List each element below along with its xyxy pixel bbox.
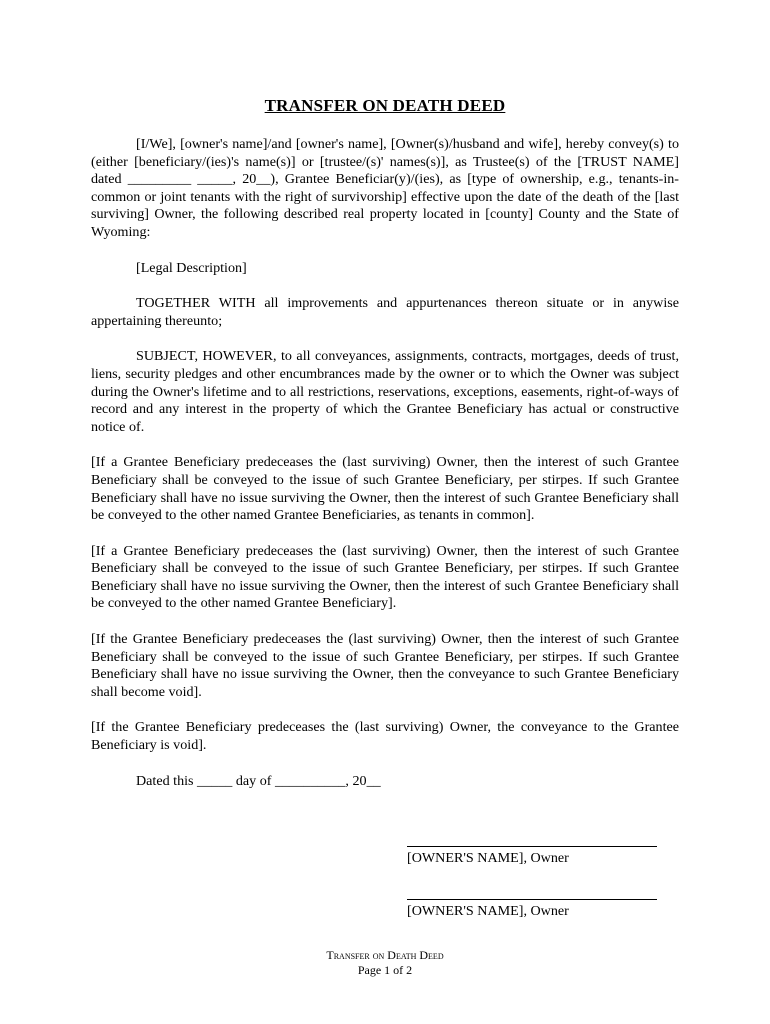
signature-line (407, 899, 657, 900)
legal-description-paragraph: [Legal Description] (136, 259, 247, 276)
signature-label: [OWNER'S NAME], Owner (407, 850, 569, 866)
subject-however-paragraph: SUBJECT, HOWEVER, to all conveyances, assignments, contracts, mortgages, deeds of trust, liens, security pledges and other encumbrances made by the owner or to which the Owner was subject during the Owner's lifetime and to all restrictions, reservations, exceptions, easements, right-of-ways of record and any interest in the property of which the Grantee Beneficiary has actual or constructive notice of. (91, 348, 679, 435)
signature-line (407, 846, 657, 847)
together-with-paragraph: TOGETHER WITH all improvements and appurtenances thereon situate or in anywise appertaining thereunto; (91, 295, 679, 329)
beneficiary-option-paragraph-1: [If a Grantee Beneficiary predeceases the (last surviving) Owner, then the interest of such Grantee Beneficiary shall be conveyed to the issue of such Grantee Beneficiary, per stirpes. If such Grantee Beneficiary shall have no issue surviving the Owner, then the interest of such Grantee Beneficiary shall be conveyed to the other named Grantee Beneficiaries, as tenants in common]. (91, 454, 679, 524)
beneficiary-option-paragraph-3: [If the Grantee Beneficiary predeceases the (last surviving) Owner, then the interest of such Grantee Beneficiary shall be conveyed to the issue of such Grantee Beneficiary, per stirpes. If such Grantee Beneficiary shall have no issue surviving the Owner, then the conveyance to such Grantee Beneficiary shall become void]. (91, 631, 679, 700)
beneficiary-option-paragraph-2: [If a Grantee Beneficiary predeceases the (last surviving) Owner, then the interest of such Grantee Beneficiary shall be conveyed to the issue of such Grantee Beneficiary, per stirpes. If such Grantee Beneficiary shall have no issue surviving the Owner, then the interest of such Grantee Beneficiary shall be conveyed to the other named Grantee Beneficiary]. (91, 542, 679, 612)
dated-line: Dated this _____ day of __________, 20__ (136, 772, 381, 789)
footer-page-number: Page 1 of 2 (357, 963, 413, 977)
document-body (91, 136, 679, 790)
signature-label: [OWNER'S NAME], Owner (407, 903, 569, 919)
footer-title: Transfer on Death Deed (326, 948, 444, 962)
document-title: TRANSFER ON DEATH DEED (264, 96, 506, 115)
signature-block-2 (407, 899, 657, 921)
page-footer (0, 948, 770, 978)
conveyance-paragraph: [I/We], [owner's name]/and [owner's name], [Owner(s)/husband and wife], hereby convey(s) to (either [beneficiary/(ies)'s name(s)] or [trustee/(s)' names(s)], as Trustee(s) of the [TRUST NAME] dated _________ _____, 20__), Grantee Beneficiar(y)/(ies), as [type of ownership, e.g., tenants-in-common or joint tenants with the right of survivorship] effective upon the date of the death of the [last surviving] Owner, the following described real property located in [county] County and the State of Wyoming: (91, 136, 679, 240)
beneficiary-option-paragraph-4: [If the Grantee Beneficiary predeceases the (last surviving) Owner, the conveyance to the Grantee Beneficiary is void]. (91, 719, 679, 754)
signature-block-1 (407, 846, 657, 868)
